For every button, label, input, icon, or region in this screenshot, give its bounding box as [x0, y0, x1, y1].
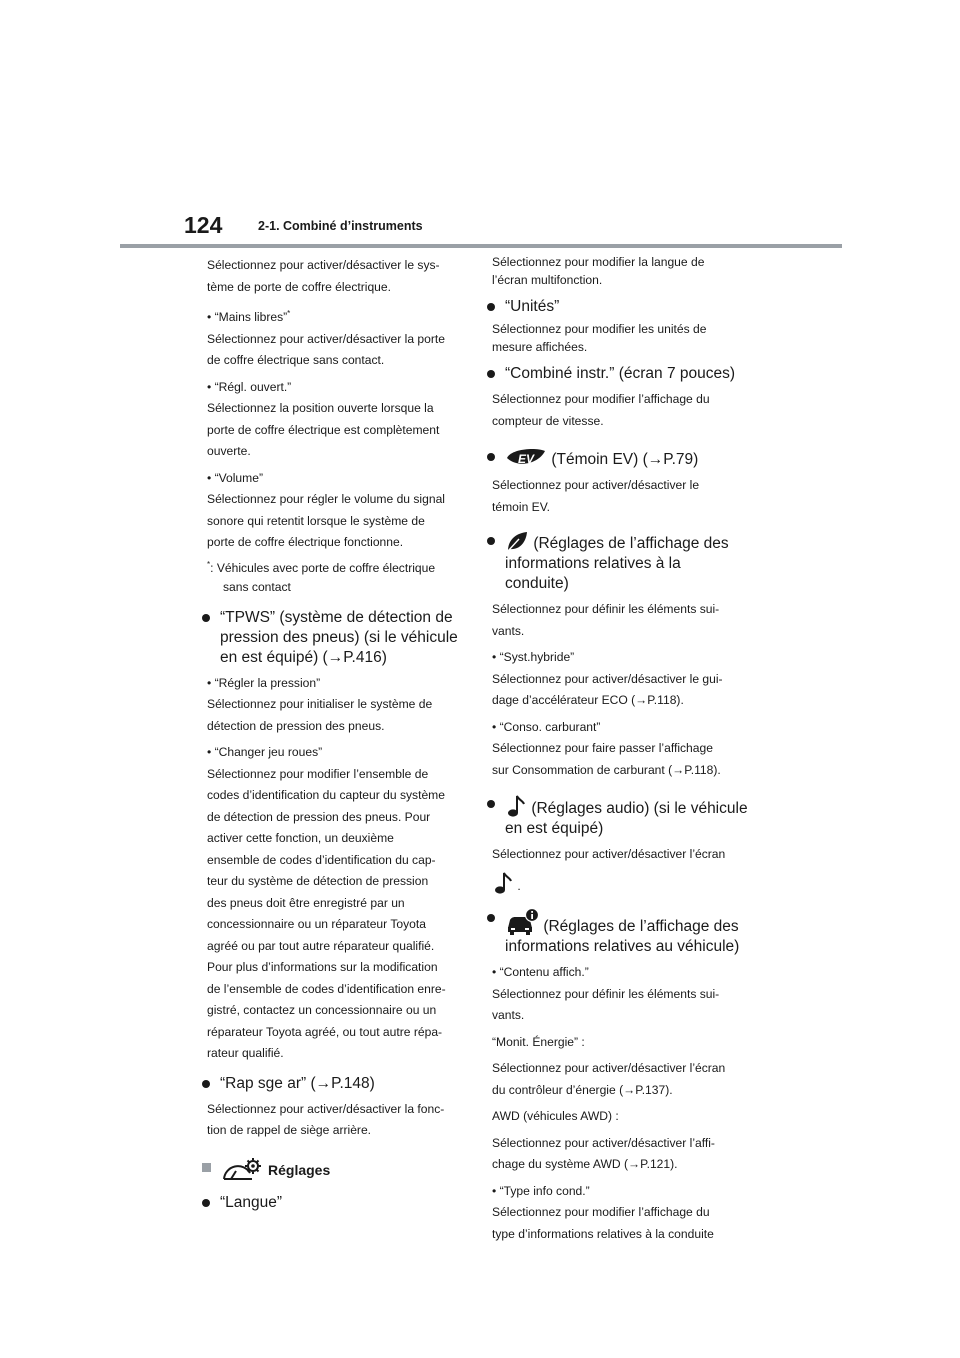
paragraph: Sélectionnez pour régler le volume du signal: [207, 492, 445, 507]
bullet-heading-combine: “Combiné instr.” (écran 7 pouces): [485, 364, 748, 384]
paragraph-line: rateur qualifié.: [207, 1046, 284, 1061]
right-column: [492, 256, 748, 1246]
bullet-heading-audio: (Réglages audio) (si le véhicule en est équipé): [485, 794, 748, 839]
paragraph: porte de coffre électrique est complètement: [207, 422, 440, 437]
list-item-label: • “Mains libres”*: [207, 309, 291, 325]
list-item-label: • “Volume”: [207, 470, 263, 485]
bullet-heading-tpws: “TPWS” (système de détection de pression des pneus) (si le véhicule en est équipé) (→P.416): [200, 608, 463, 668]
list-item-label: • “Régl. ouvert.”: [207, 379, 292, 394]
page-number: 124: [184, 212, 223, 238]
paragraph: de coffre électrique sans contact.: [207, 353, 385, 368]
paragraph-line: Sélectionnez pour modifier l’ensemble de: [207, 766, 429, 781]
list-item-label: • “Régler la pression”: [207, 675, 321, 690]
settings-meter-icon: [220, 1157, 262, 1183]
paragraph: Sélectionnez pour activer/désactiver l’écran: [492, 1061, 726, 1075]
list-item-label: • “Conso. carburant”: [492, 719, 601, 734]
paragraph: Sélectionnez pour modifier l’affichage du: [492, 392, 710, 406]
paragraph: témoin EV.: [492, 499, 551, 514]
paragraph-line: de l’ensemble de codes d’identification enre-: [207, 981, 446, 996]
footnote: *: Véhicules avec porte de coffre électrique sans contact: [207, 559, 436, 595]
music-note-icon: [505, 794, 527, 818]
svg-text:EV: EV: [518, 452, 535, 466]
paragraph: “Monit. Énergie” :: [492, 1034, 585, 1049]
paragraph-line: agréé ou par tout autre réparateur qualifié.: [207, 938, 435, 953]
paragraph-line: gistré, contactez un concessionnaire ou un: [207, 1003, 437, 1018]
list-item-label: • “Changer jeu roues”: [207, 745, 323, 760]
paragraph: compteur de vitesse.: [492, 413, 604, 428]
paragraph: sonore qui retentit lorsque le système de: [207, 513, 425, 528]
paragraph: Sélectionnez pour modifier la langue de: [492, 255, 705, 269]
paragraph-line: de détection de pression des pneus. Pour: [207, 809, 431, 824]
paragraph: .: [492, 871, 748, 897]
paragraph: sur Consommation de carburant (→P.118).: [492, 762, 721, 777]
header-rule: [120, 244, 842, 248]
paragraph: Sélectionnez pour modifier l’affichage du: [492, 1205, 710, 1219]
paragraph: porte de coffre électrique fonctionne.: [207, 535, 404, 550]
leaf-icon: [505, 531, 529, 553]
paragraph: détection de pression des pneus.: [207, 718, 385, 733]
list-item-label: • “Type info cond.”: [492, 1183, 590, 1198]
paragraph: Sélectionnez pour activer/désactiver le sys-: [207, 258, 440, 272]
paragraph: Sélectionnez pour activer/désactiver le gui-: [492, 671, 723, 686]
bullet-heading-unites: “Unités”: [485, 297, 748, 317]
paragraph-line: ensemble de codes d’identification du cap-: [207, 852, 436, 867]
paragraph: mesure affichées.: [492, 339, 588, 354]
ev-indicator-icon: [505, 447, 547, 469]
paragraph-line: teur du système de détection de pression: [207, 874, 429, 889]
paragraph: Sélectionnez pour activer/désactiver la fonc-: [207, 1101, 445, 1116]
paragraph: dage d’accélérateur ECO (→P.118).: [492, 693, 684, 707]
bullet-heading-ev: EV (Témoin EV) (→P.79): [485, 447, 748, 470]
paragraph: Sélectionnez pour activer/désactiver l’affi-: [492, 1135, 715, 1150]
paragraph: Sélectionnez la position ouverte lorsque la: [207, 401, 434, 416]
vehicle-info-icon: [505, 908, 539, 936]
paragraph: AWD (véhicules AWD) :: [492, 1109, 619, 1123]
paragraph-line: réparateur Toyota agréé, ou tout autre répa-: [207, 1024, 443, 1039]
changer-description: [207, 765, 463, 1064]
paragraph-line: des pneus doit être enregistré par un: [207, 895, 405, 910]
list-item-label: • “Contenu affich.”: [492, 965, 589, 979]
bullet-heading-rap: “Rap sge ar” (→P.148): [200, 1074, 463, 1094]
paragraph-line: activer cette fonction, un deuxième: [207, 831, 394, 846]
paragraph: Sélectionnez pour activer/désactiver la porte: [207, 331, 445, 346]
section-heading-reglages: Réglages: [200, 1157, 463, 1183]
paragraph-line: Pour plus d’informations sur la modification: [207, 960, 438, 975]
paragraph: ouverte.: [207, 444, 251, 459]
list-item-label: • “Syst.hybride”: [492, 650, 575, 664]
paragraph: Sélectionnez pour faire passer l’affichage: [492, 741, 713, 755]
paragraph: l’écran multifonction.: [492, 272, 603, 287]
bullet-heading-vehicle: (Réglages de l’affichage des informations relatives au véhicule): [485, 908, 748, 957]
paragraph: chage du système AWD (→P.121).: [492, 1157, 678, 1171]
paragraph: type d’informations relatives à la conduite: [492, 1226, 714, 1241]
left-column: [207, 256, 463, 1219]
paragraph: Sélectionnez pour initialiser le système de: [207, 697, 433, 712]
paragraph-line: concessionnaire ou un réparateur Toyota: [207, 917, 426, 932]
paragraph: Sélectionnez pour activer/désactiver le: [492, 478, 700, 492]
paragraph: Sélectionnez pour définir les éléments sui-: [492, 602, 720, 616]
paragraph: Sélectionnez pour définir les éléments sui-: [492, 986, 720, 1001]
paragraph: Sélectionnez pour activer/désactiver l’écran: [492, 847, 726, 861]
paragraph: vants.: [492, 623, 525, 638]
paragraph: du contrôleur d’énergie (→P.137).: [492, 1082, 673, 1097]
section-title: 2-1. Combiné d’instruments: [258, 219, 423, 233]
paragraph: vants.: [492, 1008, 525, 1022]
paragraph-line: codes d’identification du capteur du système: [207, 788, 445, 803]
music-note-icon: [492, 871, 514, 895]
bullet-heading-langue: “Langue”: [200, 1193, 463, 1213]
bullet-heading-eco: (Réglages de l’affichage des informations relatives à la conduite): [485, 531, 748, 594]
paragraph: tème de porte de coffre électrique.: [207, 279, 391, 294]
paragraph: Sélectionnez pour modifier les unités de: [492, 322, 707, 336]
paragraph: tion de rappel de siège arrière.: [207, 1123, 372, 1138]
